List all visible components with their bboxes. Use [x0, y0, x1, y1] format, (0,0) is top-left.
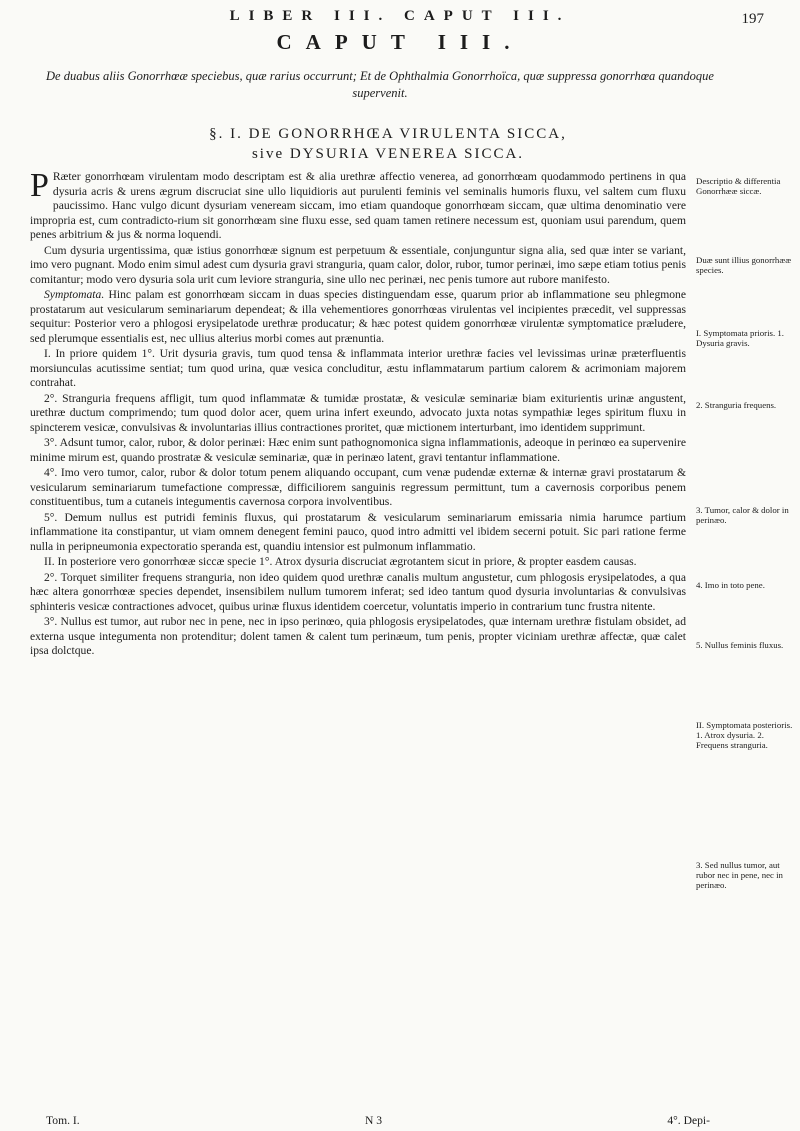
chapter-title: CAPUT III.	[276, 30, 524, 54]
paragraph: I. In priore quidem 1°. Urit dysuria gravis, tum quod tensa & inflammata interior urethræ facies vel levissimas urinæ præterfluentis morsiunculas acutissime sentiat; tum quod urina, quæ vesica concluditur, æstu inflammatarum partium calorem & acrimoniam majorem contrahat.	[30, 347, 686, 389]
margin-note: 3. Sed nullus tumor, aut rubor nec in pene, nec in perinæo.	[696, 860, 783, 890]
paragraph: 2°. Stranguria frequens affligit, tum quod inflammatæ & tumidæ prostatæ, & vesiculæ seminariæ biam exiturientis urinæ angustent, urethræ ductum comprimendo; tum quod dolor acer, quem urina infert exeundo, advocato juxta notas sympathiæ leges spiritum fluxu in spincterem vesicæ, convulsivas & involuntarias illius contractiones proritet, quæ mictionem interturbant, imo identidem supprimunt.	[30, 391, 686, 434]
paragraph: 3°. Adsunt tumor, calor, rubor, & dolor perinæi: Hæc enim sunt pathognomonica signa inflammationis, adeoque in perinœo ea supervenire minime mirum est, quando prostratæ & vesiculæ seminariæ, quæ in perinæo latent, gravi tentantur inflammatione.	[30, 436, 686, 464]
margin-note: Duæ sunt illius gonorrhææ species.	[696, 255, 792, 275]
drop-cap: P	[30, 167, 49, 204]
symptomata-label: Symptomata.	[44, 288, 105, 301]
margin-note: II. Symptomata posterioris. 1. Atrox dysuria. 2. Frequens stranguria.	[696, 720, 793, 750]
margin-note: Descriptio & differentia Gonorrhææ siccæ.	[696, 176, 781, 196]
margin-note: I. Symptomata prioris. 1. Dysuria gravis.	[696, 328, 784, 348]
volume-mark: Tom. I.	[46, 1114, 80, 1127]
paragraph: Cum dysuria urgentissima, quæ istius gonorrhœæ signum est perpetuum & essentiale, conjunguntur signa alia, sed quæ inter se variant, imo vero pugnant. Modo enim simul adest cum dysuria gravi stranguria, quam calor, dolor, rubor, tumor perinæi, imo sæpe etiam totius penis comitantur; modo vero dysuria sola urit cum leviore stranguria, sine ullo nec perinæi, nec penis tumore aut rubore manifesto.	[30, 243, 686, 286]
margin-note: 5. Nullus feminis fluxus.	[696, 640, 784, 650]
margin-note: 3. Tumor, calor & dolor in perinæo.	[696, 505, 789, 525]
catchword: 4°. Depi-	[667, 1114, 710, 1127]
page-number: 197	[741, 11, 764, 27]
page-footer	[46, 1114, 710, 1127]
running-head: LIBER III. CAPUT III.	[229, 8, 571, 24]
paragraph: 5°. Demum nullus est putridi feminis fluxus, qui prostatarum & vesicularum seminariarum emissaria nimia harumce partium inflammatione ita constipantur, ut viam omnem denegent femini pauco, quod intro admitti vel ibidem secerni potuit. Sic pari ratione ferme nulla in peripneumonia expectoratio speranda est, quandiu intensior est pulmonum inflammatio.	[30, 510, 686, 553]
section-heading	[38, 124, 738, 164]
paragraph: Symptomata. Hinc palam est gonorrhœam siccam in duas species distinguendam esse, quarum prior ab inflammatione seu phlegmone prostatarum aut vesicularum seminariarum dependeat; & illa vehementiores gonorrhœas virulentas vel incipientes præcedit, vel suppressas sequitur: Posterior vero a phlogosi erysipelatode urethræ producatur; & hæc potest quidem gonorrhœæ virulentæ symptomatice præludere, sed plerumque essentialis est, nec ullius alterius morbi comes aut prænuntia.	[30, 288, 686, 345]
section-heading-line2: sive DYSURIA VENEREA SICCA.	[251, 146, 525, 162]
section-heading-line1: §. I. DE GONORRHŒA VIRULENTA SICCA,	[209, 126, 567, 142]
paragraph: 2°. Torquet similiter frequens stranguria, non ideo quidem quod urethræ canalis multum angustetur, cum phlogosis erysipelatodes, a qua hæc altera gonorrhœæ species dependet, insensibilem nullum tumorem inferat; sed ideo tantum quod dysuria involuntarias & convulsivas sphinteris vesicæ contractiones advocet, quibus urinæ fluxus identidem coercetur, voluntatis imperio in contrarium tunc frustra nitente.	[30, 570, 686, 613]
margin-note: 2. Stranguria frequens.	[696, 400, 777, 410]
signature-mark: N 3	[364, 1114, 383, 1127]
chapter-subtitle: De duabus aliis Gonorrhœæ speciebus, quæ rarius occurrunt; Et de Ophthalmia Gonorrhoïca, quæ suppressa gonorrhœa quandoque supervenit.	[46, 69, 714, 100]
paragraph: 3°. Nullus est tumor, aut rubor nec in pene, nec in ipso perinœo, quia phlogosis erysipelatodes, quæ internam urethræ fistulam obsidet, ad externa usque integumenta non protenditur; dolent tamen & calent tum perinæum, tum penis, propter viciniam urethræ affectæ, quæ calet ipsa dolctque.	[30, 615, 686, 657]
paragraph: 4°. Imo vero tumor, calor, rubor & dolor totum penem aliquando occupant, cum venæ pudendæ externæ & internæ gravi prostatarum & vesicularum seminariarum tumefactione compressæ, difficiliorem sanguinis regressum permittunt, tum a cavernosis corporibus penem constituentibus, tum a cutaneis integumentis cavernosa corpora involventibus.	[30, 466, 686, 508]
margin-note: 4. Imo in toto pene.	[696, 580, 765, 590]
paragraph: II. In posteriore vero gonorrhœæ siccæ specie 1°. Atrox dysuria discruciat ægrotantem sicut in priore, & propter easdem causas.	[44, 555, 637, 568]
body-text	[30, 167, 686, 660]
paragraph: P Ræter gonorrhœam virulentam modo descriptam est & alia urethræ affectio venerea, ad gonorrhœam quodammodo pertinens in qua dysuria acris & urens ægrum discruciat sine ullo liquidioris aut purulenti feminis vel seminalis humoris fluxu, vel saltem cum fluxu paucissimo. Hanc vulgo dicunt dysuriam veneream siccam, imo etiam quandoque gonorrhœam siccam, quæ ultima denominatio vere impropria est, cum contradicto-rium sit gonorrhœam sine fluxu esse, sed quam tamen retinere necessum est, quoniam usui parendum, quem penes arbitrium & jus & norma loquendi.	[30, 167, 686, 241]
